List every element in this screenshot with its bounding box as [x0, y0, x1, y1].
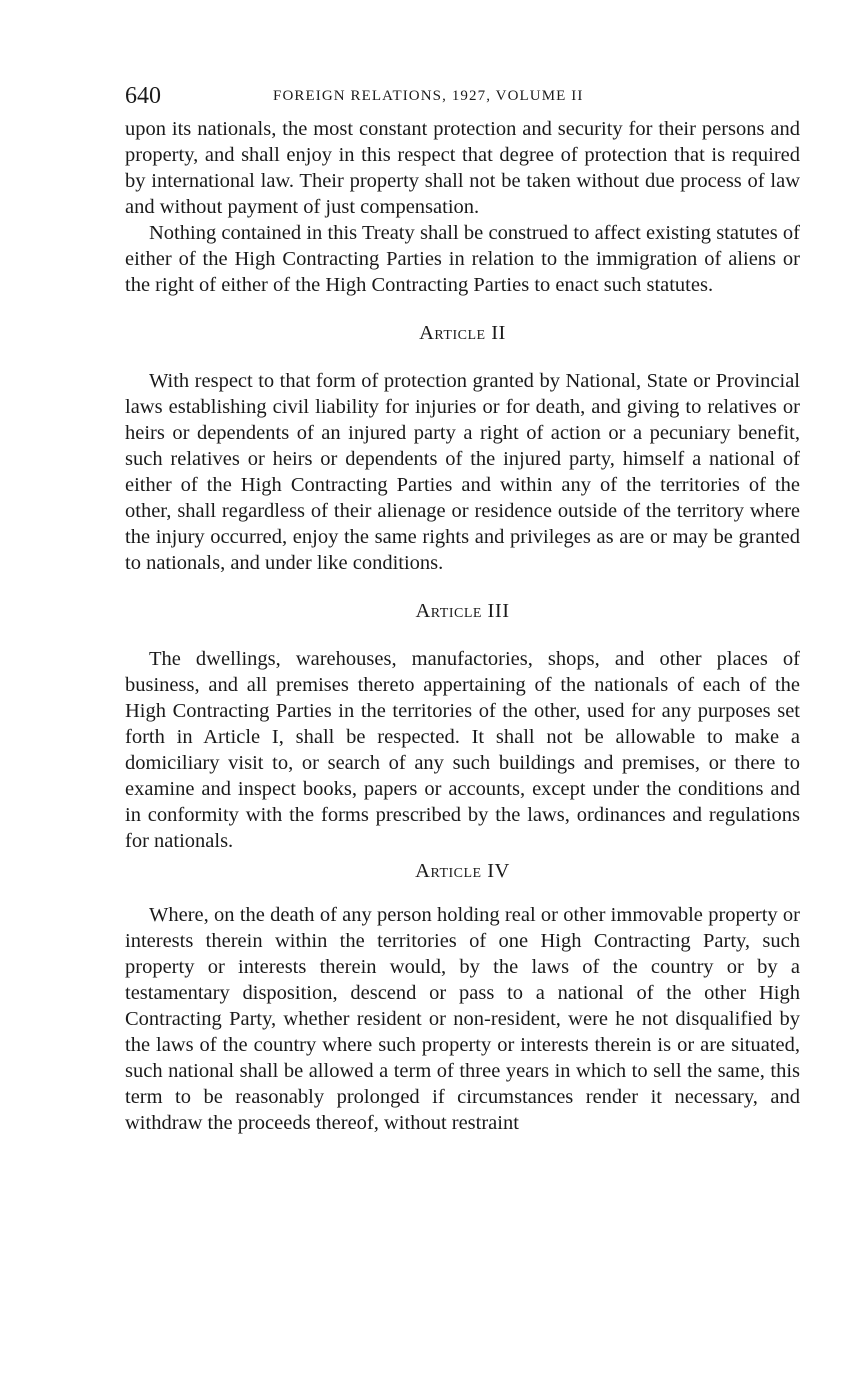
article-3-heading: Article III [415, 600, 510, 622]
article-3-text: The dwellings, warehouses, manufactories, shops, and other places of business, and all premises thereto appertaining of the nationals of each of the High Contracting Parties in the territories of the other, used for any purposes set forth in Article I, shall be respected. It shall not be allowable to make a domiciliary visit to, or search of any such buildings and premises, or there to examine and inspect books, papers or accounts, except under the conditions and in conformity with the forms prescribed by the laws, ordinances and regulations for nationals. [125, 648, 800, 852]
article-4-text: Where, on the death of any person holding real or other immovable property or interests therein within the territories of one High Contracting Party, such property or interests therein would, by the laws of the country or by a testamentary disposition, descend or pass to a national of the other High Contracting Party, whether resident or non-resident, were he not disqualified by the laws of the country where such property or interests therein is or are situated, such national shall be allowed a term of three years in which to sell the same, this term to be reasonably prolonged if circumstances render it necessary, and withdraw the proceeds thereof, without restraint [125, 904, 800, 1134]
running-title: FOREIGN RELATIONS, 1927, VOLUME II [273, 88, 584, 104]
paragraph-immigration: Nothing contained in this Treaty shall be construed to affect existing statutes of either of the High Contracting Parties in relation to the immigration of aliens or the right of either of the High Contracting Parties to enact such statutes. [125, 222, 800, 296]
page-number: 640 [125, 83, 161, 109]
running-head [125, 76, 800, 116]
article-4-heading: Article IV [415, 860, 510, 882]
article-2-heading: Article II [419, 322, 506, 344]
paragraph-continuation: upon its nationals, the most constant protection and security for their persons and property, and shall enjoy in this respect that degree of protection that is required by international law. Their property shall not be taken without due process of law and without payment of just compensation. [125, 118, 800, 218]
article-2-text: With respect to that form of protection granted by National, State or Provincial laws establishing civil liability for injuries or for death, and giving to relatives or heirs or dependents of an injured party a right of action or a pecuniary benefit, such relatives or heirs or dependents of the injured party, himself a national of either of the High Contracting Parties and within any of the territories of the other, shall regardless of their alienage or residence outside of the territory where the injury occurred, enjoy the same rights and privileges as are or may be granted to nationals, and under like conditions. [125, 370, 800, 574]
document-page [125, 76, 800, 1136]
